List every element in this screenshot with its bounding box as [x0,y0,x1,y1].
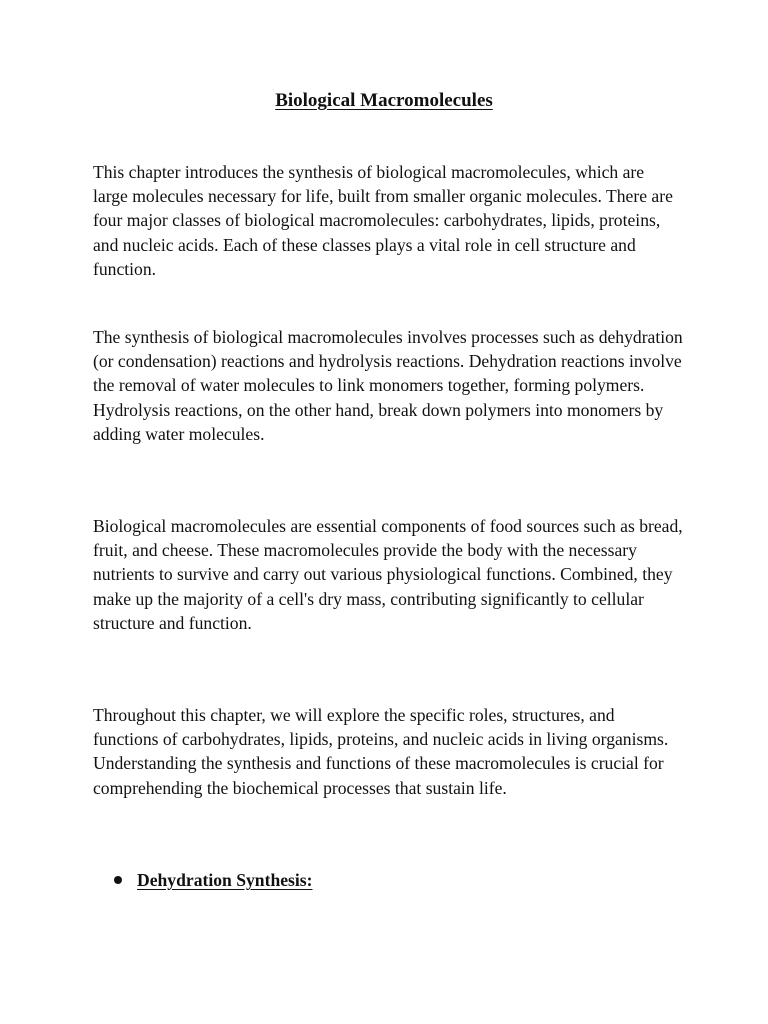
bullet-list [110,868,312,892]
page-title: Biological Macromolecules [275,90,493,111]
food-sources-paragraph: Biological macromolecules are essential components of food sources such as bread, fruit, and cheese. These macromolecules provide the body with the necessary nutrients to survive and carry out various physiological functions. Combined, they make up the majority of a cell's dry mass, contributing significantly to cellular structure and function. [93,516,683,633]
list-item [110,868,312,892]
chapter-overview-paragraph: Throughout this chapter, we will explore the specific roles, structures, and functions of carbohydrates, lipids, proteins, and nucleic acids in living organisms. Understanding the synthesis and functions of these macromolecules is crucial for comprehending the biochemical processes that sustain life. [93,705,669,798]
bullet-icon [114,876,122,884]
dehydration-synthesis-heading: Dehydration Synthesis: [137,870,313,890]
synthesis-paragraph: The synthesis of biological macromolecules involves processes such as dehydration (or condensation) reactions and hydrolysis reactions. Dehydration reactions involve the removal of water molecules to link monomers together, forming polymers. Hydrolysis reactions, on the other hand, break down polymers into monomers by adding water molecules. [93,327,683,444]
intro-paragraph: This chapter introduces the synthesis of biological macromolecules, which are large molecules necessary for life, built from smaller organic molecules. There are four major classes of biological macromolecules: carbohydrates, lipids, proteins, and nucleic acids. Each of these classes plays a vital role in cell structure and function. [93,162,673,279]
